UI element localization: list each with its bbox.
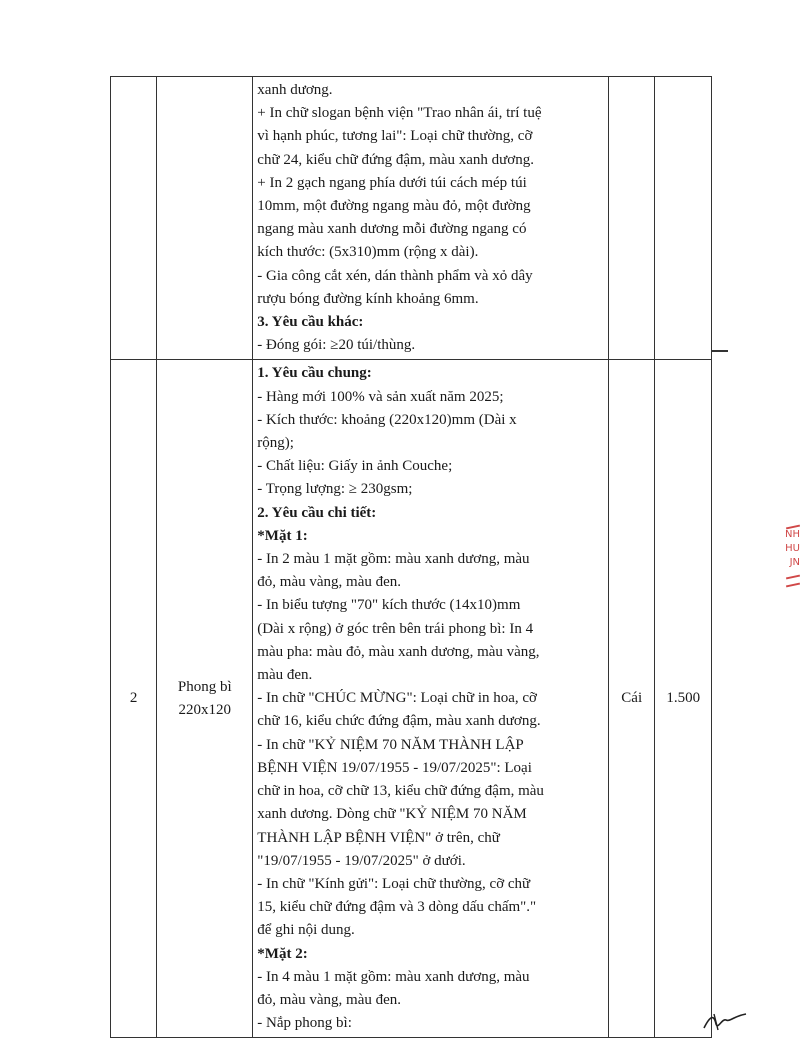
row2-description-line: - Kích thước: khoảng (220x120)mm (Dài x bbox=[257, 411, 517, 428]
row2-quantity-cell bbox=[655, 360, 712, 1038]
row1-description-line: xanh dương. bbox=[257, 82, 333, 98]
row2-unit: Cái bbox=[621, 690, 643, 707]
row1-unit-cell bbox=[608, 77, 654, 360]
row2-description-line: - Chất liệu: Giấy in ảnh Couche; bbox=[257, 458, 453, 475]
row2-description-line: 1. Yêu cầu chung: bbox=[257, 365, 372, 382]
row2-number: 2 bbox=[129, 690, 138, 707]
row2-description-line: đỏ, màu vàng, màu đen. bbox=[257, 991, 402, 1008]
row2-description-line: - Trọng lượng: ≥ 230gsm; bbox=[257, 481, 413, 498]
row2-unit-cell bbox=[608, 360, 654, 1038]
row2-description-line: rộng); bbox=[257, 435, 294, 452]
row2-description-line: chữ in hoa, cỡ chữ 13, kiểu chữ đứng đậm, màu bbox=[257, 783, 544, 800]
row2-name-line1: Phong bì bbox=[177, 678, 232, 695]
row1-description-line: 10mm, một đường ngang màu đỏ, một đường bbox=[257, 198, 531, 215]
row2-description-line: 15, kiểu chữ đứng đậm và 3 dòng dấu chấm"." bbox=[257, 899, 537, 916]
row1-description-line: + In 2 gạch ngang phía dưới túi cách mép túi bbox=[257, 174, 527, 191]
row2-number-cell bbox=[111, 360, 157, 1038]
row2-description-line: THÀNH LẬP BỆNH VIỆN" ở trên, chữ bbox=[257, 829, 500, 846]
row2-description-line: màu đen. bbox=[257, 667, 313, 684]
stamp-bar bbox=[786, 583, 800, 588]
row2-description-line: đỏ, màu vàng, màu đen. bbox=[257, 574, 402, 591]
row1-description-line: - Gia công cắt xén, dán thành phẩm và xỏ dây bbox=[257, 267, 533, 284]
row2-description-line: - In biểu tượng "70" kích thước (14x10)mm bbox=[257, 597, 521, 614]
specification-table bbox=[110, 76, 712, 1038]
row1-description-line: vì hạnh phúc, tương lai": Loại chữ thường, cỡ bbox=[257, 128, 533, 145]
row1-description-line: 3. Yêu cầu khác: bbox=[257, 314, 364, 331]
row1-quantity-cell bbox=[655, 77, 712, 360]
table-row-continued bbox=[111, 77, 712, 360]
row1-description-line: + In chữ slogan bệnh viện "Trao nhân ái, trí tuệ bbox=[257, 105, 542, 122]
row2-description-line: - In 2 màu 1 mặt gồm: màu xanh dương, màu bbox=[257, 551, 530, 568]
row2-description-line: - In chữ "Kính gửi": Loại chữ thường, cỡ chữ bbox=[257, 875, 531, 892]
row2-description-line: - Hàng mới 100% và sản xuất năm 2025; bbox=[257, 388, 504, 405]
row2-name-line2: 220x120 bbox=[178, 701, 231, 718]
table-row-envelope bbox=[111, 360, 712, 1038]
row1-description-line: - Đóng gói: ≥20 túi/thùng. bbox=[257, 337, 416, 354]
row1-name-cell bbox=[157, 77, 253, 360]
row1-number-cell bbox=[111, 77, 157, 360]
row2-description-line: BỆNH VIỆN 19/07/1955 - 19/07/2025": Loại bbox=[257, 759, 532, 776]
stamp-bar bbox=[786, 575, 800, 580]
row1-description-line: ngang màu xanh dương mỗi đường ngang có bbox=[257, 221, 527, 238]
row1-description-cell bbox=[253, 77, 609, 360]
row2-description-line: chữ 16, kiểu chức đứng đậm, màu xanh dương. bbox=[257, 713, 541, 730]
row2-description-line: *Mặt 1: bbox=[257, 527, 308, 544]
row2-description-line: - In chữ "CHÚC MỪNG": Loại chữ in hoa, cỡ bbox=[257, 690, 537, 707]
row2-description-line: - In chữ "KỶ NIỆM 70 NĂM THÀNH LẬP bbox=[257, 736, 524, 753]
row2-description-line: để ghi nội dung. bbox=[257, 922, 355, 939]
row2-description-line: - In 4 màu 1 mặt gồm: màu xanh dương, màu bbox=[257, 968, 530, 985]
row1-description-line: rượu bóng đường kính khoảng 6mm. bbox=[257, 290, 479, 307]
stamp-text-3: JN bbox=[789, 557, 800, 568]
row2-description-line: xanh dương. Dòng chữ "KỶ NIỆM 70 NĂM bbox=[257, 806, 527, 823]
row2-description-line: - Nắp phong bì: bbox=[257, 1015, 352, 1032]
row2-description-line: màu pha: màu đỏ, màu xanh dương, màu vàng, bbox=[257, 643, 540, 660]
signature-mark bbox=[700, 1010, 750, 1034]
row2-description-line: 2. Yêu cầu chi tiết: bbox=[257, 504, 377, 521]
row1-description-line: chữ 24, kiểu chữ đứng đậm, màu xanh dương. bbox=[257, 151, 534, 168]
table-edge-mark bbox=[712, 350, 728, 352]
stamp-fragment bbox=[780, 520, 800, 660]
row2-description-line: *Mặt 2: bbox=[257, 945, 308, 962]
stamp-text-1: NH bbox=[785, 529, 800, 540]
row2-quantity: 1.500 bbox=[666, 690, 701, 707]
row2-description-line: (Dài x rộng) ở góc trên bên trái phong bì: In 4 bbox=[257, 620, 534, 637]
row1-description-line: kích thước: (5x310)mm (rộng x dài). bbox=[257, 244, 479, 261]
row2-description-cell bbox=[253, 360, 609, 1038]
stamp-text-2: HU bbox=[785, 543, 800, 554]
row2-name-cell bbox=[157, 360, 253, 1038]
row2-description-line: "19/07/1955 - 19/07/2025" ở dưới. bbox=[257, 852, 466, 869]
